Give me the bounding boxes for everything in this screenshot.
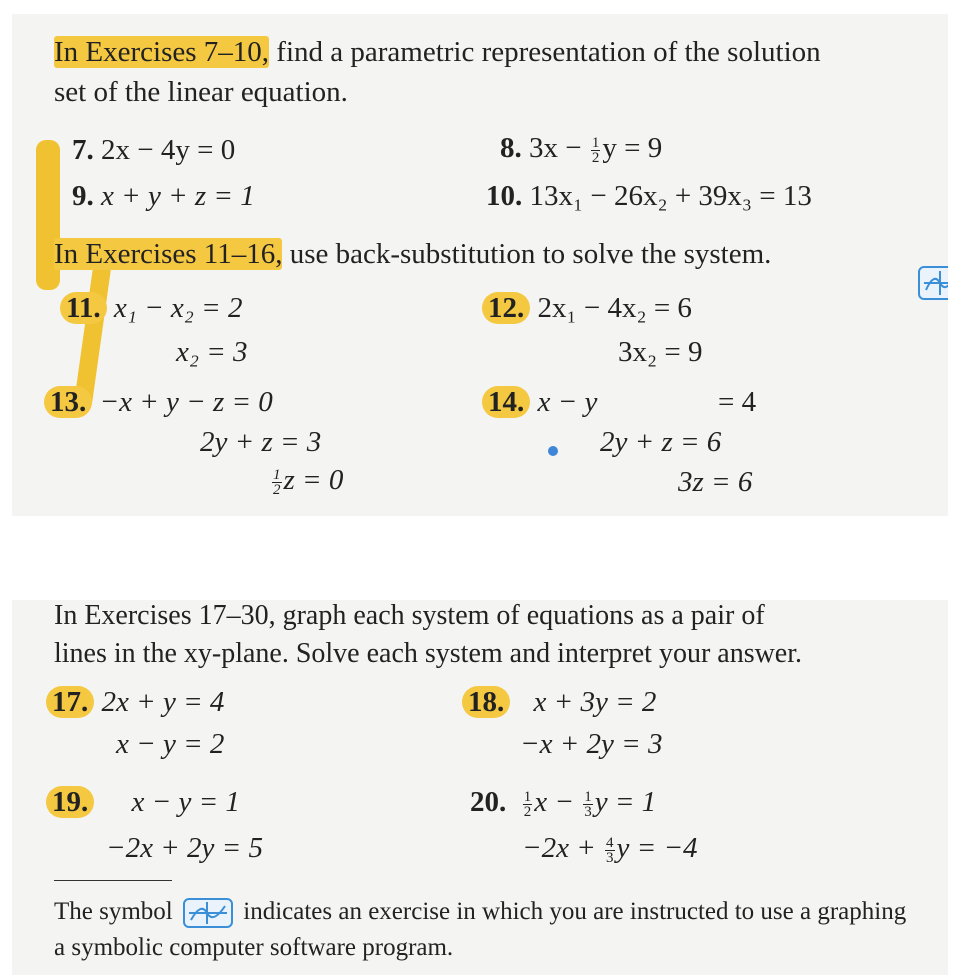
graphing-utility-icon — [918, 266, 948, 300]
exercise-18-line-1: 18. x + 3y = 2 — [462, 686, 656, 719]
exercise-14-line-3: 3z = 6 — [678, 466, 753, 498]
pen-dot — [548, 446, 558, 456]
exercise-8: 8. 3x − $\frac{1}{2}$ y = 9 — [500, 132, 663, 166]
exercise-19-line-1: 19. x − y = 1 — [46, 786, 240, 819]
exercise-11-line-1: 11. x₁ − x₂ = 2 — [60, 292, 242, 325]
exercise-11-line-2: x₂ = 3 — [176, 336, 248, 368]
exercise-20-line-1: 20. $\frac{1}{2}$ x − $\frac{1}{3}$ y = 1 — [470, 786, 657, 820]
exercise-14-line-2: 2y + z = 6 — [600, 426, 722, 458]
section2-highlight: In Exercises 11–16, — [54, 238, 283, 270]
graphing-utility-icon — [183, 898, 233, 928]
exercise-9: 9. x + y + z = 1 — [72, 180, 255, 212]
exercise-10: 10. 13x₁ − 26x₂ + 39x₃ = 13 — [486, 180, 812, 212]
exercise-12-line-1: 12. 2x₁ − 4x₂ = 6 — [482, 292, 692, 325]
section-11-16-instructions: In Exercises 11–16, use back-substitution to solve the system. — [54, 238, 772, 270]
exercise-13-line-3: $\frac{1}{2}$ z = 0 — [273, 464, 344, 498]
exercise-14-line-1-rhs: = 4 — [718, 386, 757, 418]
top-page-photo — [12, 14, 948, 516]
exercise-17-line-1: 17. 2x + y = 4 — [46, 686, 224, 719]
exercise-13-line-2: 2y + z = 3 — [200, 426, 322, 458]
footnote-line-1: The symbol indicates an exercise in which you are instructed to use a graphing — [54, 898, 906, 928]
exercise-14-line-1: 14. x − y — [482, 386, 597, 419]
exercise-20-line-2: −2x + $\frac{4}{3}$ y = −4 — [522, 832, 698, 866]
intro-17-30-line-1: In Exercises 17–30, graph each system of equations as a pair of — [54, 600, 765, 631]
bottom-page-photo — [12, 600, 948, 975]
exercise-17-line-2: x − y = 2 — [116, 728, 225, 760]
exercise-7: 7. 2x − 4y = 0 — [72, 134, 236, 166]
intro-17-30-line-2: lines in the xy-plane. Solve each system and interpret your answer. — [54, 638, 803, 669]
footnote-line-2: a symbolic computer software program. — [54, 934, 454, 961]
intro-line-2: set of the linear equation. — [54, 76, 348, 108]
exercise-18-line-2: −x + 2y = 3 — [520, 728, 663, 760]
exercise-19-line-2: −2x + 2y = 5 — [106, 832, 263, 864]
intro-line-1: In Exercises 7–10, find a parametric representation of the solution — [54, 36, 821, 68]
footnote-rule — [54, 880, 172, 881]
intro-highlight: In Exercises 7–10, — [54, 36, 270, 68]
exercise-12-line-2: 3x₂ = 9 — [618, 336, 703, 368]
exercise-13-line-1: 13. −x + y − z = 0 — [44, 386, 273, 419]
